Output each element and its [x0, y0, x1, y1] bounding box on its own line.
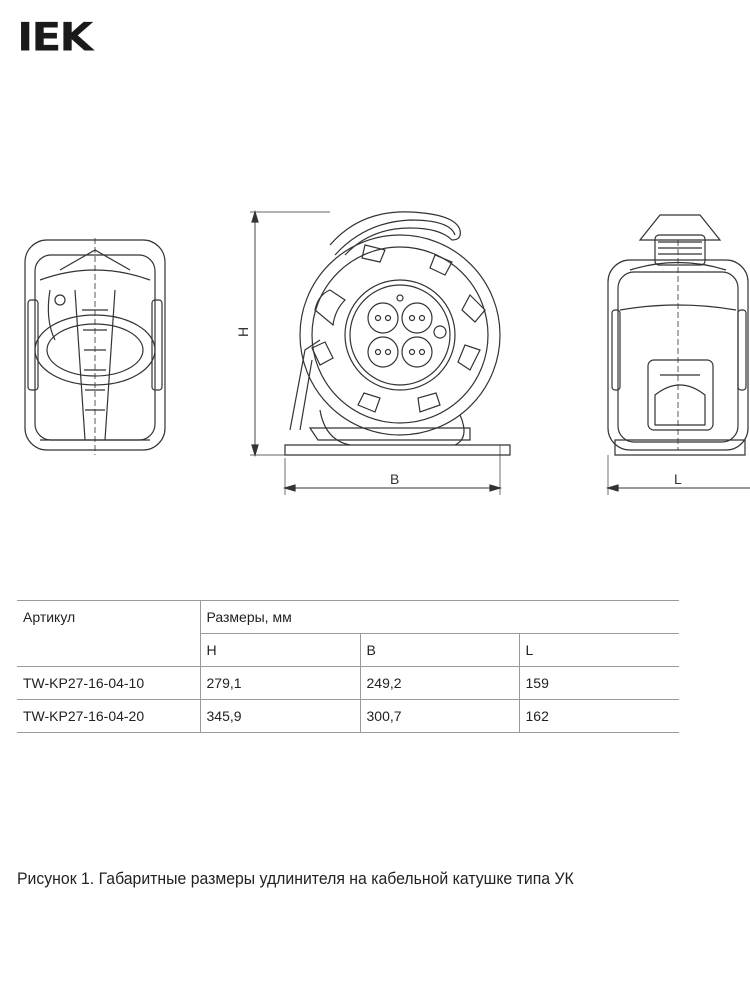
table-row	[17, 667, 679, 700]
h-cell: 345,9	[200, 700, 360, 733]
table-row	[17, 700, 679, 733]
header-b: B	[360, 634, 519, 667]
l-cell: 162	[519, 700, 679, 733]
dimension-l-label: L	[674, 471, 682, 487]
l-cell: 159	[519, 667, 679, 700]
h-cell: 279,1	[200, 667, 360, 700]
header-h: H	[200, 634, 360, 667]
front-view-drawing	[250, 212, 510, 495]
iek-logo: IEK	[17, 14, 92, 61]
table-header-row	[17, 601, 679, 634]
technical-drawings	[0, 200, 750, 500]
article-cell: TW-KP27-16-04-20	[17, 700, 200, 733]
dimensions-table	[17, 600, 679, 733]
figure-caption: Рисунок 1. Габаритные размеры удлинителя на кабельной катушке типа УК	[17, 869, 574, 888]
header-l: L	[519, 634, 679, 667]
b-cell: 249,2	[360, 667, 519, 700]
b-cell: 300,7	[360, 700, 519, 733]
dimension-b-label: B	[390, 471, 400, 487]
side-view-drawing	[25, 238, 165, 455]
dimension-h-label: H	[235, 326, 251, 337]
rear-view-drawing	[608, 215, 750, 495]
article-cell: TW-KP27-16-04-10	[17, 667, 200, 700]
header-article: Артикул	[17, 601, 200, 634]
table-subheader-row	[17, 634, 679, 667]
header-sizes: Размеры, мм	[200, 601, 679, 634]
